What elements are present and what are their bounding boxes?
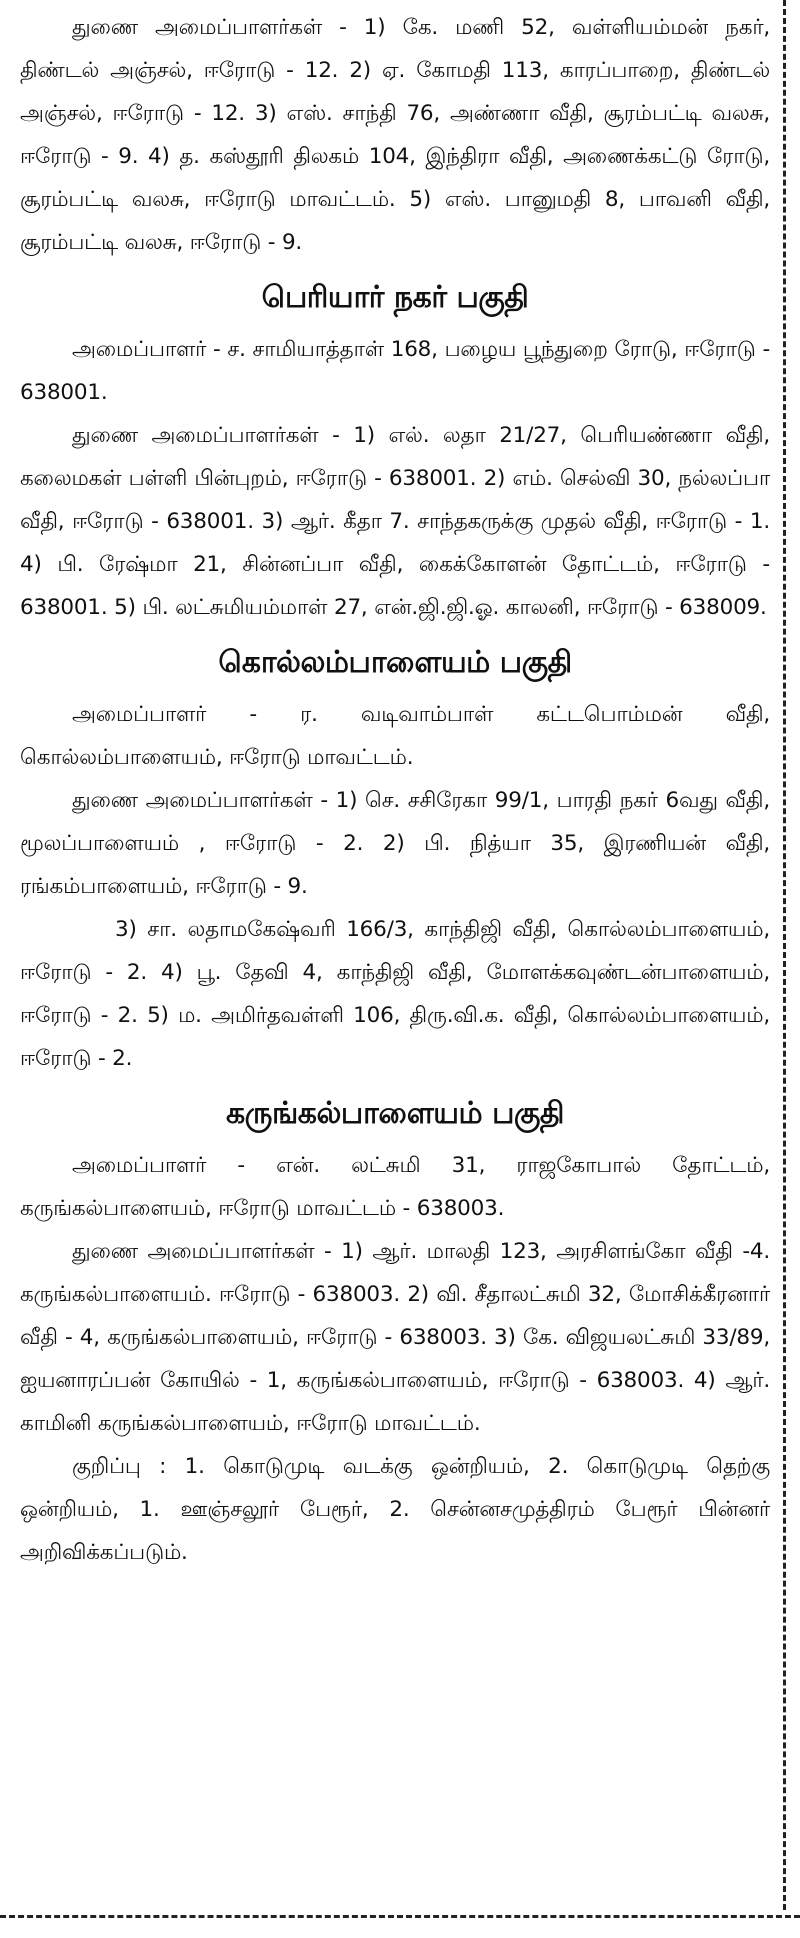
section-periyar-nagar [20,278,770,629]
deputies-continued-paragraph: 3) சா. லதாமகேஷ்வரி 166/3, காந்திஜி வீதி, கொல்லம்பாளையம், ஈரோடு - 2. 4) பூ. தேவி 4, காந்திஜி வீதி, மோளக்கவுண்டன்பாளையம், ஈரோடு - 2. 5) ம. அமிர்தவள்ளி 106, திரு.வி.க. வீதி, கொல்லம்பாளையம், ஈரோடு - 2. [20,917,770,1071]
section-heading: கருங்கல்பாளையம் பகுதி [225,1096,565,1131]
dashed-border-right [783,0,786,1910]
section-karungalpalayam [20,1094,770,1574]
section-heading: கொல்லம்பாளையம் பகுதி [218,645,572,680]
document-content [20,6,770,1574]
deputies-paragraph: துணை அமைப்பாளர்கள் - 1) செ. சசிரேகா 99/1, பாரதி நகர் 6வது வீதி, மூலப்பாளையம் , ஈரோடு - 2. 2) பி. நித்யா 35, இரணியன் வீதி, ரங்கம்பாளையம், ஈரோடு - 9. [20,788,770,899]
deputies-paragraph: துணை அமைப்பாளர்கள் - 1) ஆர். மாலதி 123, அரசிளங்கோ வீதி -4. கருங்கல்பாளையம். ஈரோடு - 638003. 2) வி. சீதாலட்சுமி 32, மோசிக்கீரனார் வீதி - 4, கருங்கல்பாளையம், ஈரோடு - 638003. 3) கே. விஜயலட்சுமி 33/89, ஐயனாரப்பன் கோயில் - 1, கருங்கல்பாளையம், ஈரோடு - 638003. 4) ஆர். காமினி கருங்கல்பாளையம், ஈரோடு மாவட்டம். [20,1239,770,1436]
intro-deputies-paragraph: துணை அமைப்பாளர்கள் - 1) கே. மணி 52, வள்ளியம்மன் நகர், திண்டல் அஞ்சல், ஈரோடு - 12. 2) ஏ. கோமதி 113, காரப்பாறை, திண்டல் அஞ்சல், ஈரோடு - 12. 3) எஸ். சாந்தி 76, அண்ணா வீதி, சூரம்பட்டி வலசு, ஈரோடு - 9. 4) த. கஸ்தூரி திலகம் 104, இந்திரா வீதி, அணைக்கட்டு ரோடு, சூரம்பட்டி வலசு, ஈரோடு மாவட்டம். 5) எஸ். பானுமதி 8, பாவனி வீதி, சூரம்பட்டி வலசு, ஈரோடு - 9. [20,15,770,255]
section-kollampalayam [20,643,770,1080]
organizer-paragraph: அமைப்பாளர் - ச. சாமியாத்தாள் 168, பழைய பூந்துறை ரோடு, ஈரோடு - 638001. [20,337,770,405]
organizer-paragraph: அமைப்பாளர் - என். லட்சுமி 31, ராஜகோபால் தோட்டம், கருங்கல்பாளையம், ஈரோடு மாவட்டம் - 638003. [20,1153,770,1221]
section-heading: பெரியார் நகர் பகுதி [261,280,529,315]
deputies-paragraph: துணை அமைப்பாளர்கள் - 1) எல். லதா 21/27, பெரியண்ணா வீதி, கலைமகள் பள்ளி பின்புறம், ஈரோடு - 638001. 2) எம். செல்வி 30, நல்லப்பா வீதி, ஈரோடு - 638001. 3) ஆர். கீதா 7. சாந்தகருக்கு முதல் வீதி, ஈரோடு - 1. 4) பி. ரேஷ்மா 21, சின்னப்பா வீதி, கைக்கோளன் தோட்டம், ஈரோடு - 638001. 5) பி. லட்சுமியம்மாள் 27, என்.ஜி.ஜி.ஓ. காலனி, ஈரோடு - 638009. [20,423,770,620]
organizer-paragraph: அமைப்பாளர் - ர. வடிவாம்பாள் கட்டபொம்மன் வீதி, கொல்லம்பாளையம், ஈரோடு மாவட்டம். [20,702,770,770]
dashed-border-bottom [0,1915,800,1918]
note-paragraph: குறிப்பு : 1. கொடுமுடி வடக்கு ஒன்றியம், 2. கொடுமுடி தெற்கு ஒன்றியம், 1. ஊஞ்சலூர் பேரூர், 2. சென்னசமுத்திரம் பேரூர் பின்னர் அறிவிக்கப்படும். [20,1454,770,1565]
